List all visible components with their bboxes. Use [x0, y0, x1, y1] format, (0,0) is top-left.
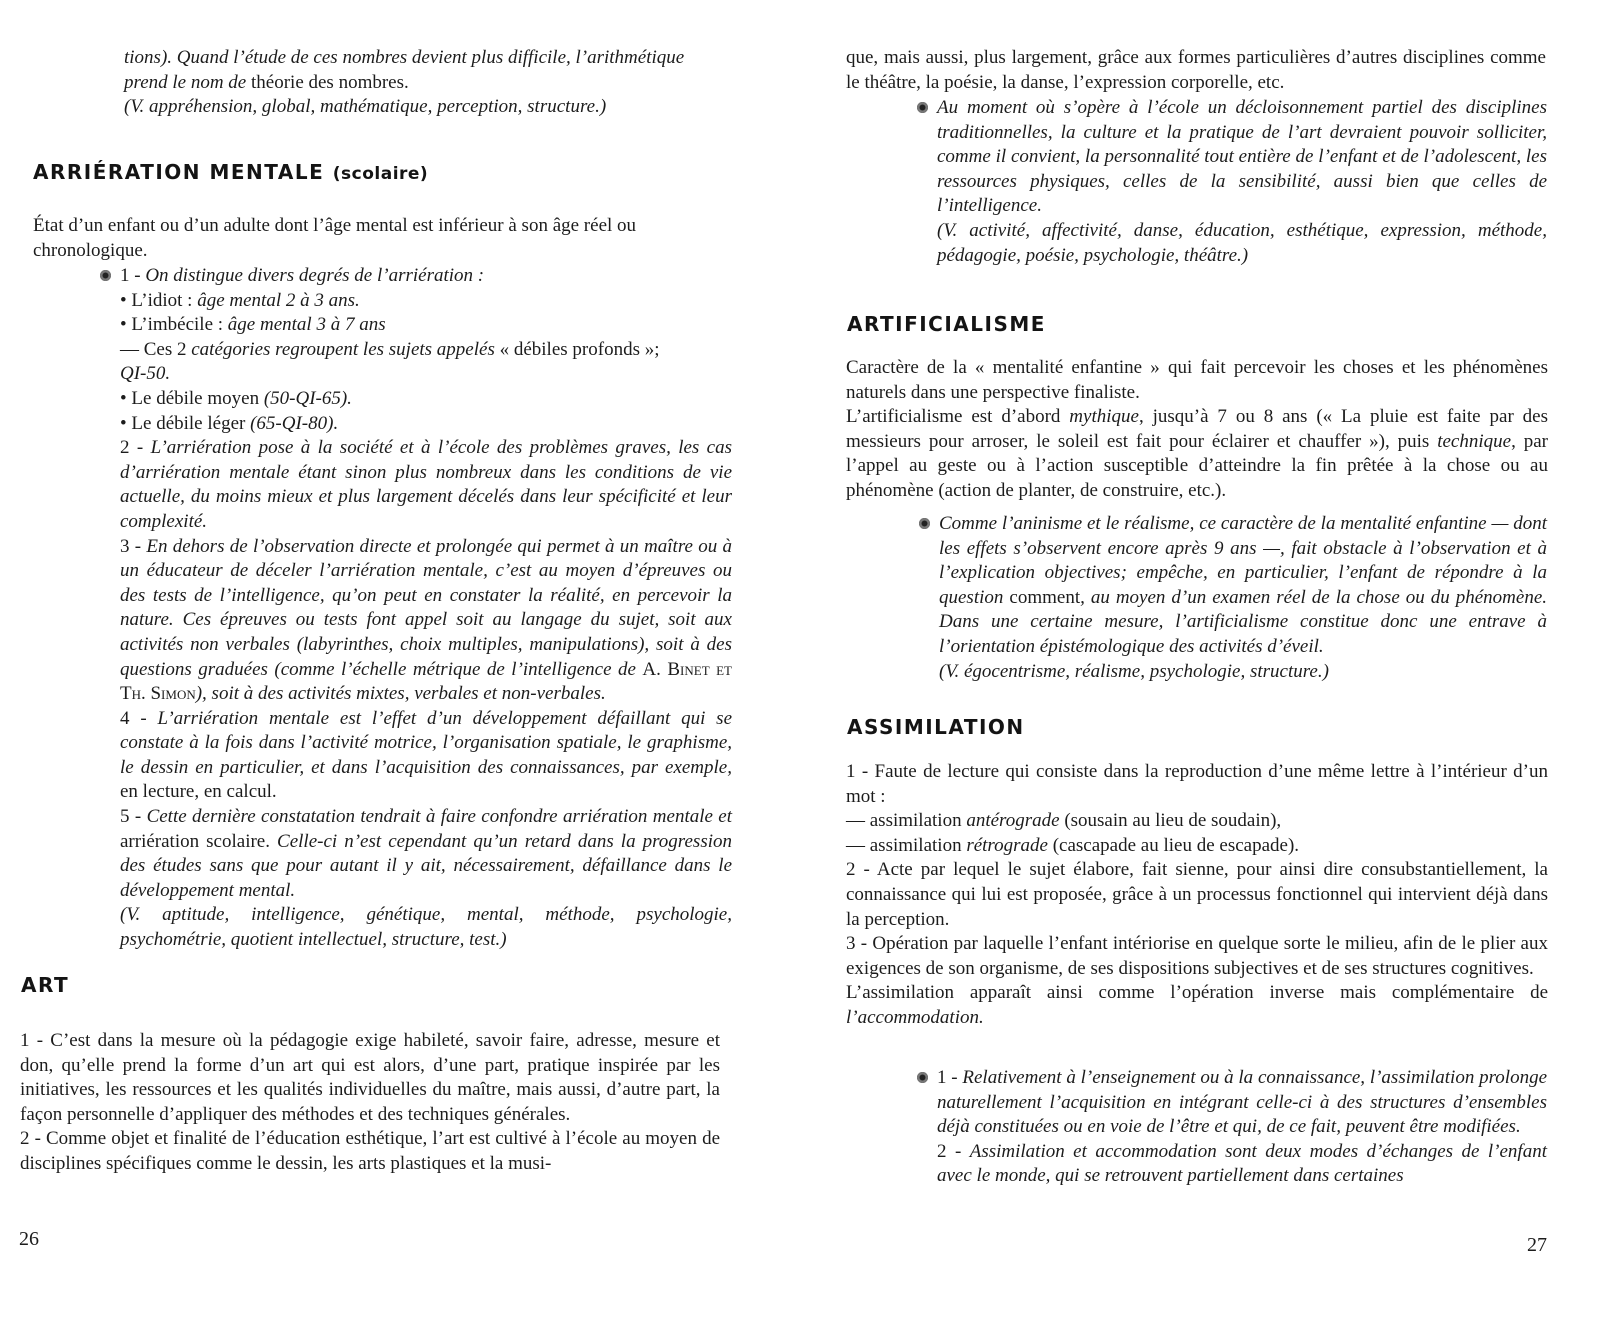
point-5	[120, 805, 732, 903]
degree-imbecile-age: âge mental 3 à 7 ans	[227, 314, 386, 336]
intro-line-1: tions). Quand l’étude de ces nombres devient plus difficile, l’arithmétique	[124, 47, 685, 68]
art-paragraph-1: 1 - C’est dans la mesure où la pédagogie exige habileté, savoir faire, adresse, mesure et don, qu’elle prend la forme d’un art qui est alors, d’une part, pratique inspirée par les initiatives, les ressources et les qualités individuelles du maître, mais aussi, d’autre part, la façon personnelle d’appliquer des méthodes et des techniques générales.	[20, 1030, 720, 1125]
degree-idiot-age: âge mental 2 à 3 ans.	[197, 289, 360, 311]
point-1-label: 1 -	[120, 265, 146, 286]
assimilation-paragraph-3: 3 - Opération par laquelle l’enfant intériorise en quelque sorte le milieu, afin de le plier aux exigences de son organisme, de ses dispositions subjectives et de ses structures cognitives.	[846, 933, 1548, 979]
definition-line-2: chronologique.	[33, 239, 148, 261]
intro-line-2a: prend le nom de	[124, 71, 251, 93]
point-3-text: En dehors de l’observation directe et prolongée qui permet à un maître ou à un éducateur de déceler l’arriération mentale, c’est au moyen d’épreuves ou des tests de l’intelligence, qu’on peut en constater la réalité, en percevoir la nature. Ces épreuves ou tests font appel soit au langage du sujet, soit aux activités non verbales (labyrinthes, choix multiples, manipulations), soit à des questions graduées (comme l’échelle métrique de l’intelligence de	[120, 535, 732, 680]
artificialisme-bullet-term: comment	[1009, 586, 1081, 608]
entry-title-assimilation: ASSIMILATION	[847, 715, 1025, 739]
degree-note-c: « débiles profonds »;	[494, 338, 660, 360]
assimilation-paragraph-2: 2 - Acte par lequel le sujet élabore, fait sienne, pour ainsi dire consubstantiellement, la connaissance qui lui est proposée, grâce à un processus fonctionnel qui intervient déjà dans la perception.	[846, 859, 1548, 930]
point-4	[120, 707, 732, 805]
entry-title-text: ARRIÉRATION MENTALE	[33, 160, 325, 184]
point-2-label: 2 -	[120, 437, 151, 459]
art-paragraph-2: 2 - Comme objet et finalité de l’éducation esthétique, l’art est cultivé à l’école au moyen de disciplines spécifiques comme le dessin, les arts plastiques et la musi-	[20, 1128, 720, 1174]
art-bullet-block	[937, 96, 1547, 268]
point-1	[120, 264, 732, 289]
retrograde-term: rétrograde	[966, 834, 1048, 856]
retrograde-prefix: — assimilation	[846, 834, 967, 856]
assimilation-paragraph-4	[846, 981, 1548, 1030]
degree-idiot-name: • L’idiot :	[120, 289, 198, 311]
arrieration-see-also: (V. aptitude, intelligence, génétique, mental, méthode, psychologie, psychométrie, quotient intellectuel, structure, test.)	[120, 904, 732, 951]
intro-see-also: (V. appréhension, global, mathématique, perception, structure.)	[124, 96, 607, 118]
retrograde-example: (cascapade au lieu de escapade).	[1047, 834, 1300, 856]
entry-title-qualifier: (scolaire)	[332, 164, 429, 184]
point-4-text: L’arriération mentale est l’effet d’un développement défaillant qui se constate à la fois dans l’activité motrice, l’organisation spatiale, le graphisme, le dessin en particulier, et dans l’acquisition des connaissances, par exemple,	[120, 707, 733, 778]
anterograde-prefix: — assimilation	[846, 810, 967, 832]
assimilation-point-2	[937, 1140, 1547, 1189]
assimilation-point-1-text: Relativement à l’enseignement ou à la connaissance, l’assimilation prolonge naturellement l’acquisition en intégrant celle-ci à des structures d’ensembles déjà constituées ou en voie de l’être et qui, de ce fait, peuvent être modifiées.	[937, 1067, 1548, 1138]
arrieration-definition	[33, 214, 737, 263]
degree-note-a: — Ces 2	[120, 338, 192, 360]
point-5-text: Cette dernière constatation tendrait à faire confondre arriération mentale et	[146, 806, 733, 828]
assimilation-bullet-block	[937, 1066, 1547, 1189]
point-4-text-end: en lecture, en calcul.	[120, 781, 277, 803]
degree-moyen	[120, 387, 732, 412]
art-body	[20, 1029, 720, 1177]
degree-moyen-qi: (50-QI-65).	[263, 387, 352, 409]
degree-imbecile	[120, 313, 732, 338]
degree-imbecile-name: • L’imbécile :	[120, 314, 228, 336]
page-number-right: 27	[1527, 1234, 1547, 1256]
point-5-label: 5 -	[120, 806, 147, 828]
artificialisme-see-also: (V. égocentrisme, réalisme, psychologie, structure.)	[939, 660, 1329, 682]
assimilation-anterograde	[846, 809, 1548, 834]
entry-title-art: ART	[21, 973, 70, 997]
point-3-text-end: ), soit à des activités mixtes, verbales et non-verbales.	[195, 683, 606, 705]
degree-leger-name: • Le débile léger	[120, 412, 251, 434]
degree-moyen-name: • Le débile moyen	[120, 387, 264, 409]
art-see-also: (V. activité, affectivité, danse, éducation, esthétique, expression, méthode, pédagogie, poésie, psychologie, théâtre.)	[937, 219, 1547, 266]
degree-note-b: catégories regroupent les sujets appelés	[191, 338, 495, 360]
point-2	[120, 436, 732, 534]
artificialisme-bullet-text: Comme l’aninisme et le réalisme, ce caractère de la mentalité enfantine — dont les effets s’observent encore après 9 ans —, fait obstacle à l’observation et à l’explication objectives; empêche, en particulier, l’enfant de répondre à la question	[939, 513, 1547, 608]
arrieration-points	[120, 264, 732, 953]
assimilation-paragraph-4-text: L’assimilation apparaît ainsi comme l’opération inverse mais complémentaire de	[846, 982, 1548, 1004]
left-page	[0, 0, 790, 1322]
point-3	[120, 535, 732, 707]
point-4-label: 4 -	[120, 707, 158, 729]
point-3-label: 3 -	[120, 535, 147, 557]
artificialisme-text-e: , par l’appel au geste ou à l’action susceptible d’atteindre la fin prêtée à la chose ou au phénomène (action de planter, de construire, etc.).	[846, 430, 1548, 501]
assimilation-body	[846, 760, 1548, 1031]
right-page	[800, 0, 1600, 1322]
art-continued	[846, 46, 1546, 95]
point-2-text: L’arriération pose à la société et à l’école des problèmes graves, les cas d’arriération mentale étant sinon plus nombreux dans les conditions de vie actuelle, du moins mieux et plus largement décelés dans leur spécificité et leur complexité.	[120, 437, 733, 532]
degree-qi: QI-50.	[120, 363, 171, 385]
degree-idiot	[120, 289, 732, 314]
art-continued-paragraph: que, mais aussi, plus largement, grâce aux formes particulières d’autres disciplines comme le théâtre, la poésie, la danse, l’expression corporelle, etc.	[846, 47, 1546, 93]
artificialisme-text-a: L’artificialisme est d’abord	[846, 406, 1070, 428]
degree-note	[120, 338, 732, 363]
point-3-authors: A. Binet et Th. Simon	[120, 658, 732, 705]
artificialisme-bullet-text-end: , au moyen d’un examen réel de la chose ou du phénomène. Dans une certaine mesure, l’artificialisme constitue donc une entrave à l’orientation épistémologique des activités d’éveil.	[939, 586, 1548, 657]
point-5-text-end: Celle-ci n’est cependant qu’un retard dans la progression des études sans que pour autant il y ait, nécessairement, défaillance dans le développement mental.	[120, 830, 732, 901]
entry-title-arrieration	[33, 160, 428, 184]
assimilation-point-1	[937, 1066, 1547, 1140]
degree-leger	[120, 412, 732, 437]
assimilation-paragraph-4-term: l’accommodation.	[846, 1006, 984, 1028]
assimilation-point-2-text: Assimilation et accommodation sont deux modes d’échanges de l’enfant avec le monde, qui se retrouvent partiellement dans certaines	[937, 1140, 1547, 1187]
point-5-term: arriération scolaire.	[120, 830, 270, 852]
degree-leger-qi: (65-QI-80).	[250, 412, 339, 434]
artificialisme-definition: Caractère de la « mentalité enfantine » qui fait percevoir les choses et les phénomènes naturels dans une perspective finaliste.	[846, 357, 1548, 403]
entry-title-artificialisme: ARTIFICIALISME	[847, 312, 1046, 336]
art-bullet-paragraph: Au moment où s’opère à l’école un décloisonnement partiel des disciplines traditionnelles, la culture et la pratique de l’art devraient pouvoir solliciter, comme il convient, la personnalité tout entière de l’enfant et de l’adolescent, les ressources physiques, celles de la sensibilité, aussi bien que celles de l’intelligence.	[937, 96, 1547, 219]
anterograde-example: (sousain au lieu de soudain),	[1059, 810, 1282, 832]
point-1-text: On distingue divers degrés de l’arriération :	[145, 265, 485, 286]
page-number-left: 26	[19, 1228, 39, 1250]
artificialisme-bullet-paragraph	[939, 512, 1547, 660]
intro-paragraph	[124, 46, 736, 120]
artificialisme-text-c: , jusqu’à 7 ou 8 ans (« La pluie est faite par des messieurs pour arroser, le soleil est fait pour éclairer et chauffer »), puis	[846, 406, 1548, 452]
anterograde-term: antérograde	[966, 810, 1060, 832]
assimilation-point-2-label: 2 -	[937, 1140, 970, 1162]
artificialisme-term-technique: technique	[1437, 430, 1512, 452]
assimilation-retrograde	[846, 834, 1548, 859]
assimilation-paragraph-1: 1 - Faute de lecture qui consiste dans la reproduction d’une même lettre à l’intérieur d’un mot :	[846, 761, 1548, 807]
assimilation-point-1-label: 1 -	[937, 1067, 963, 1088]
artificialisme-term-mythique: mythique	[1069, 406, 1139, 428]
intro-line-2b: théorie des nombres.	[251, 71, 409, 93]
artificialisme-bullet-block	[939, 512, 1547, 684]
definition-line-1: État d’un enfant ou d’un adulte dont l’âge mental est inférieur à son âge réel ou	[33, 215, 637, 236]
artificialisme-paragraph	[846, 405, 1548, 503]
artificialisme-body	[846, 356, 1548, 504]
